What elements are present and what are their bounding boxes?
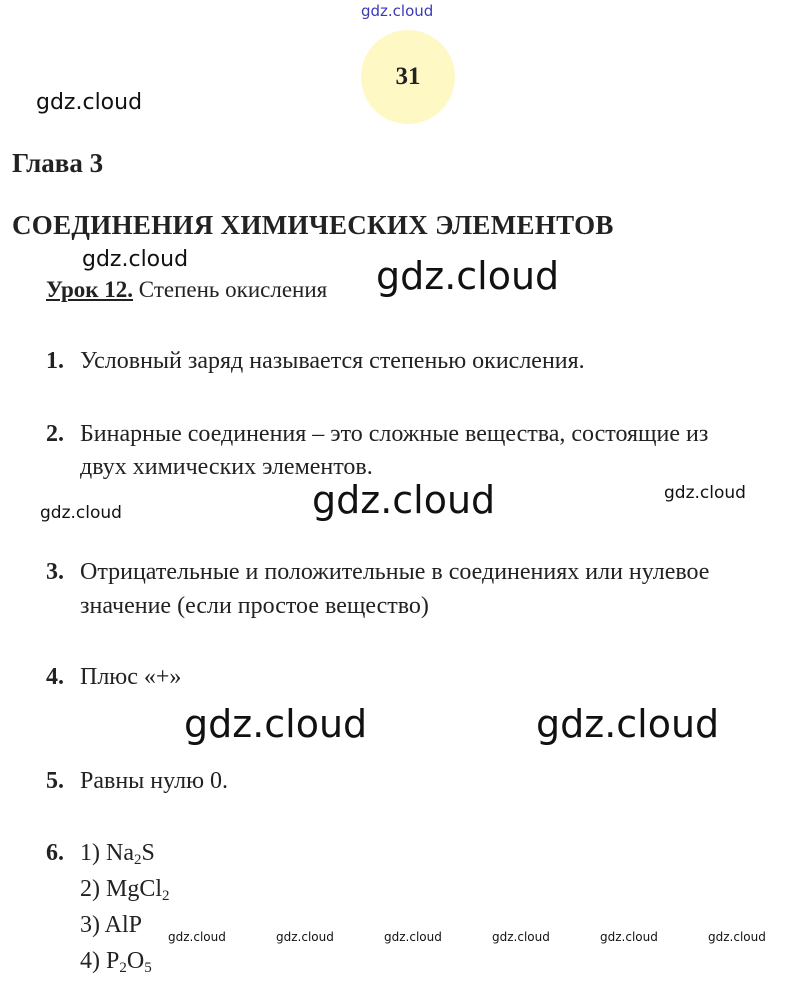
answer-number: 1. — [46, 348, 64, 374]
answer-text: Бинарные соединения – это сложные вещества, состоящие из — [80, 421, 709, 447]
answer-text: Отрицательные и положительные в соединениях или нулевое — [80, 559, 710, 585]
answer-number: 4. — [46, 664, 64, 690]
watermark: gdz.cloud — [36, 90, 143, 115]
formula-index: 2) — [80, 876, 106, 902]
watermark: gdz.cloud — [40, 503, 122, 523]
answer-number: 6. — [46, 840, 64, 866]
watermark: gdz.cloud — [184, 702, 368, 746]
formula-item — [80, 876, 170, 905]
answer-number: 2. — [46, 421, 64, 447]
formula-item — [80, 840, 155, 869]
formula-item — [80, 912, 142, 939]
answer-text: Плюс «+» — [80, 664, 182, 690]
formula-element: O — [126, 948, 145, 974]
answer-number: 3. — [46, 559, 64, 585]
lesson-label: Урок 12. — [46, 277, 134, 302]
formula-index: 3) — [80, 912, 105, 938]
watermark: gdz.cloud — [664, 483, 746, 503]
chapter-heading: Глава 3 — [12, 148, 104, 178]
formula-element: S — [141, 840, 155, 866]
watermark: gdz.cloud — [708, 930, 766, 944]
formula-element: P — [106, 948, 120, 974]
watermark-top: gdz.cloud — [361, 2, 434, 20]
watermark: gdz.cloud — [536, 702, 720, 746]
page-number-badge — [361, 30, 455, 124]
answer-text: значение (если простое вещество) — [80, 593, 429, 619]
watermark: gdz.cloud — [376, 254, 560, 298]
watermark: gdz.cloud — [168, 930, 226, 944]
formula-item — [80, 948, 152, 977]
formula-element: MgCl — [106, 876, 163, 902]
answer-text: Условный заряд называется степенью окисления. — [80, 348, 585, 374]
formula-subscript: 2 — [133, 852, 142, 868]
answer-text: Равны нулю 0. — [80, 768, 228, 794]
watermark: gdz.cloud — [82, 247, 189, 272]
watermark: gdz.cloud — [384, 930, 442, 944]
page-number: 31 — [395, 63, 421, 90]
formula-element: Na — [106, 840, 134, 866]
formula-subscript: 2 — [119, 960, 127, 976]
formula-subscript: 5 — [144, 960, 152, 976]
lesson-heading — [46, 277, 327, 303]
section-title: СОЕДИНЕНИЯ ХИМИЧЕСКИХ ЭЛЕМЕНТОВ — [12, 210, 614, 240]
watermark: gdz.cloud — [276, 930, 334, 944]
formula-subscript: 2 — [162, 888, 170, 904]
lesson-title: Степень окисления — [138, 277, 328, 302]
answer-number: 5. — [46, 768, 64, 794]
answer-text: двух химических элементов. — [80, 454, 373, 480]
formula-element: AlP — [104, 912, 143, 938]
formula-index: 4) — [80, 948, 106, 974]
watermark: gdz.cloud — [312, 478, 496, 522]
watermark: gdz.cloud — [600, 930, 658, 944]
formula-index: 1) — [80, 840, 106, 866]
watermark: gdz.cloud — [492, 930, 550, 944]
